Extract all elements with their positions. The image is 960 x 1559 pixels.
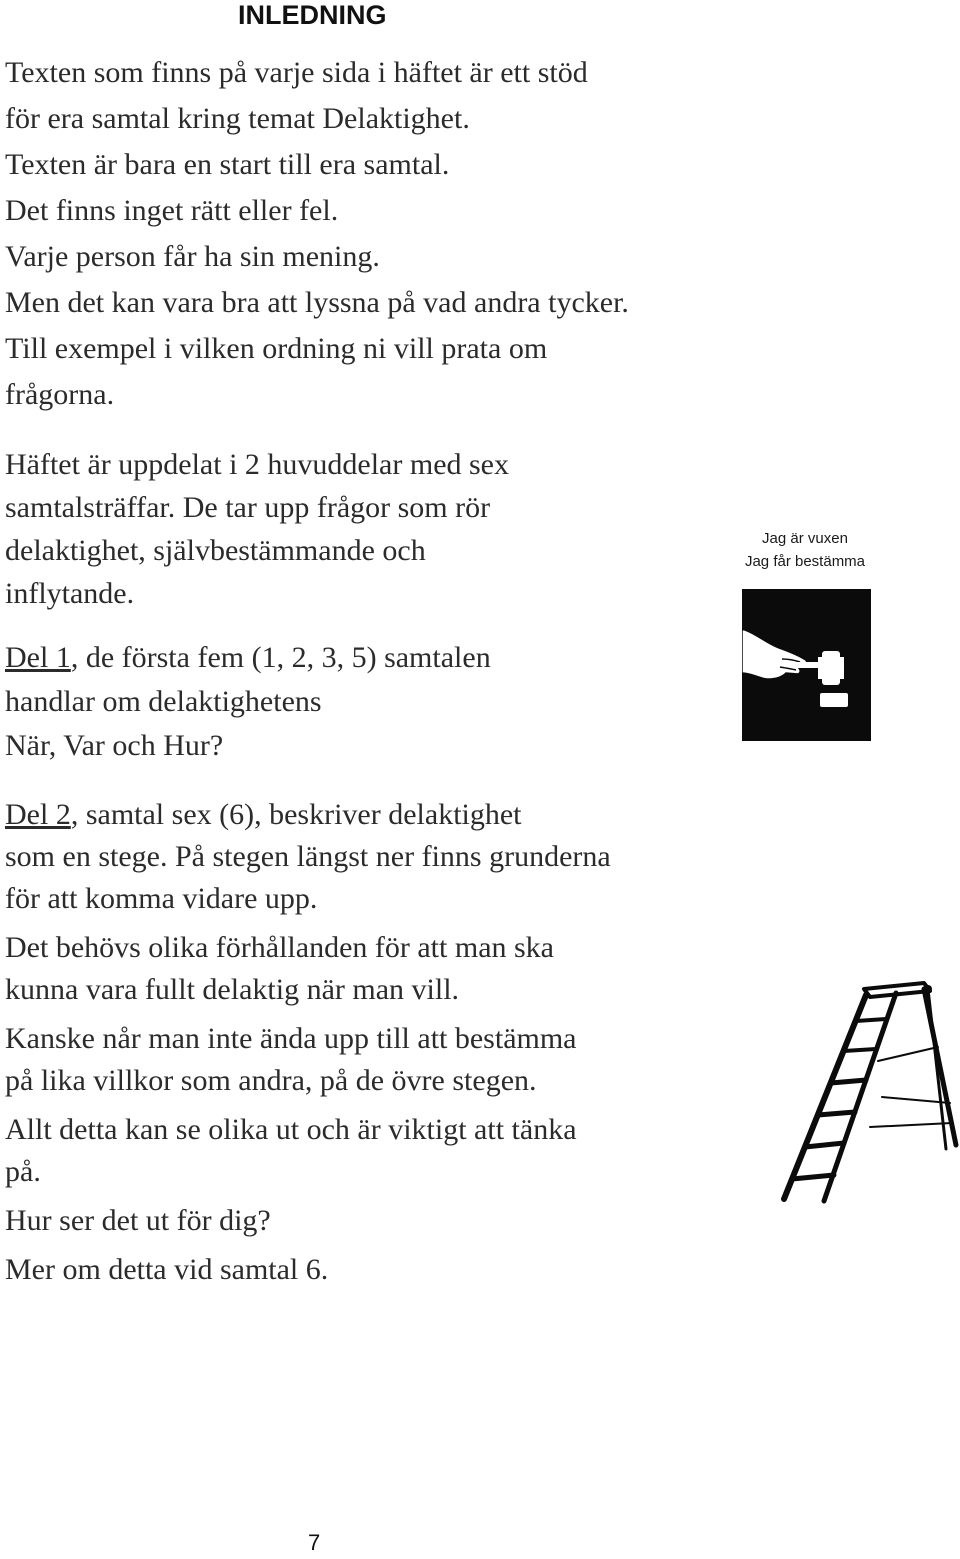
structure-line: Häftet är uppdelat i 2 huvuddelar med sex	[5, 448, 509, 481]
intro-line: Texten som finns på varje sida i häftet är ett stöd	[5, 56, 588, 89]
gavel-caption-line: Jag får bestämma	[744, 553, 866, 570]
structure-line: samtalsträffar. De tar upp frågor som rör	[5, 491, 491, 524]
part2-line: kunna vara fullt delaktig när man vill.	[5, 973, 460, 1006]
ladder-icon-graphic	[778, 977, 960, 1205]
part1-line1-text: , de första fem (1, 2, 3, 5) samtalen	[70, 641, 491, 674]
intro-line: Det finns inget rätt eller fel.	[5, 194, 339, 227]
part2-label: Del 2	[5, 798, 71, 831]
part2-paragraph	[5, 1109, 735, 1193]
gavel-hand-icon-graphic	[742, 589, 871, 741]
part2-line: på.	[5, 1155, 41, 1188]
intro-section	[5, 50, 735, 418]
intro-line: Men det kan vara bra att lyssna på vad andra tycker.	[5, 286, 629, 319]
part2-paragraph: Hur ser det ut för dig?	[5, 1204, 271, 1237]
part2-line: för att komma vidare upp.	[5, 882, 318, 915]
part2-line: Allt detta kan se olika ut och är viktigt att tänka	[5, 1113, 577, 1146]
ladder-icon	[778, 977, 960, 1205]
intro-line: Texten är bara en start till era samtal.	[5, 148, 450, 181]
gavel-caption	[700, 527, 910, 573]
gavel-caption-line: Jag är vuxen	[762, 530, 848, 547]
part2-line: på lika villkor som andra, på de övre stegen.	[5, 1064, 537, 1097]
part2-paragraph	[5, 1018, 735, 1102]
structure-line: inflytande.	[5, 577, 135, 610]
part2-line: Kanske når man inte ända upp till att bestämma	[5, 1022, 577, 1055]
part1-line: När, Var och Hur?	[5, 729, 224, 762]
part1-label: Del 1	[5, 641, 71, 674]
part1-line	[5, 636, 735, 680]
part1-section	[5, 636, 735, 768]
part2-line1-text: , samtal sex (6), beskriver delaktighet	[70, 798, 522, 831]
part2-line: som en stege. På stegen längst ner finns grunderna	[5, 840, 611, 873]
page-number: 7	[308, 1530, 321, 1555]
part2-line: Det behövs olika förhållanden för att man ska	[5, 931, 554, 964]
intro-line: för era samtal kring temat Delaktighet.	[5, 102, 470, 135]
part1-line: handlar om delaktighetens	[5, 685, 322, 718]
intro-line: Till exempel i vilken ordning ni vill prata om	[5, 332, 548, 365]
intro-line: frågorna.	[5, 378, 115, 411]
part2-paragraph: Mer om detta vid samtal 6.	[5, 1253, 329, 1286]
part2-section	[5, 794, 735, 1291]
part2-paragraph	[5, 794, 735, 920]
structure-section	[5, 443, 735, 615]
structure-line: delaktighet, självbestämmande och	[5, 534, 426, 567]
part2-paragraph	[5, 927, 735, 1011]
gavel-hand-icon	[742, 589, 871, 741]
page-title: INLEDNING	[238, 0, 387, 30]
intro-line: Varje person får ha sin mening.	[5, 240, 380, 273]
